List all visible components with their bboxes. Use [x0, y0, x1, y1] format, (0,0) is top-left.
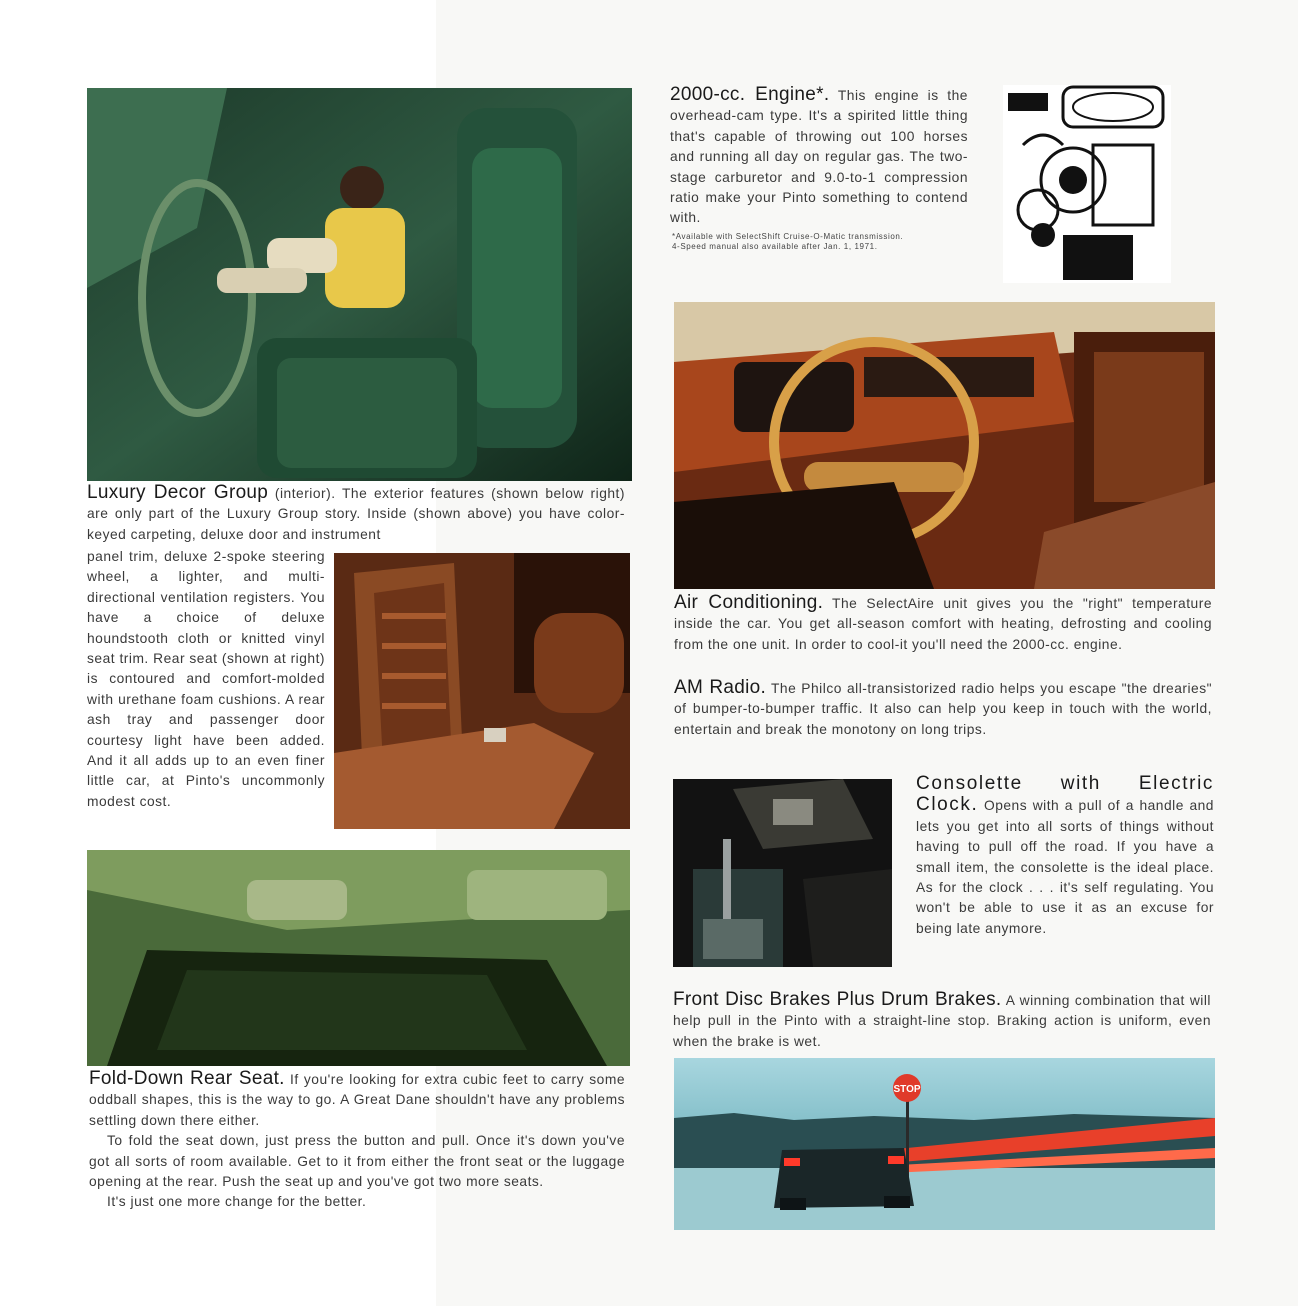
- consolette-text: [916, 774, 1214, 939]
- photo-fold-down-seat: [87, 850, 630, 1066]
- luxury-decor-text-column: [87, 547, 325, 812]
- brakes-body: A winning combination that will help pull in the Pinto with a straight-line stop. Braking action is uniform, even when the brake is wet.: [673, 993, 1211, 1049]
- engine-footnote: [672, 232, 970, 252]
- am-radio-heading: AM Radio.: [674, 677, 767, 698]
- consolette-body: Opens with a pull of a handle and lets you get into all sorts of things without having to pull off the road. If you have a small item, the consolette is the ideal place. As for the clock . . . it's self regulating. You won't be able to use it as an excuse for being late anymore.: [916, 798, 1214, 936]
- photo-consolette: [673, 779, 892, 967]
- fold-down-p3: It's just one more change for the better.: [107, 1194, 367, 1210]
- am-radio-body: The Philco all-transistorized radio helps you escape "the drearies" of bumper-to-bumper traffic. It also can help you keep in touch with the world, entertain and break the monotony on long trips.: [674, 681, 1212, 737]
- air-conditioning-text: [674, 593, 1212, 655]
- fold-down-text: [89, 1069, 625, 1213]
- fold-down-heading: Fold-Down Rear Seat.: [89, 1068, 285, 1089]
- luxury-decor-text: [87, 483, 625, 545]
- engine-body: This engine is the overhead-cam type. It's a spirited little thing that's capable of throwing out 100 horses and running all day on regular gas. The two-stage carburetor and 9.0-to-1 compression ratio make your Pinto something to contend with.: [670, 88, 968, 226]
- engine-footnote-2: 4-Speed manual also available after Jan. 1, 1971.: [672, 242, 878, 251]
- luxury-decor-body-column: panel trim, deluxe 2-spoke steering wheel, a lighter, and multi-directional ventilation registers. You have a choice of deluxe houndstooth cloth or knitted vinyl seat trim. Rear seat (shown at right) is contoured and comfort-molded with urethane foam cushions. A rear ash tray and passenger door courtesy light have been added. And it all adds up to an even finer little car, at Pinto's uncommonly modest cost.: [87, 549, 325, 809]
- am-radio-text: [674, 678, 1212, 740]
- photo-brakes-stop: [674, 1058, 1215, 1230]
- engine-heading: 2000-cc. Engine*.: [670, 84, 830, 105]
- engine-text: [670, 85, 968, 229]
- photo-rear-seat: [334, 553, 630, 829]
- brakes-heading: Front Disc Brakes Plus Drum Brakes.: [673, 989, 1002, 1010]
- brakes-text: [673, 990, 1211, 1052]
- photo-interior-front-seat: [87, 88, 632, 481]
- stop-sign-text: STOP: [893, 1084, 921, 1095]
- engine-illustration: [1003, 85, 1171, 283]
- fold-down-p1: If you're looking for extra cubic feet to carry some oddball shapes, this is the way to go. A Great Dane shouldn't have any problems settling down there either.: [89, 1072, 625, 1128]
- consolette-heading: Consolette with Electric Clock.: [916, 773, 1214, 816]
- air-conditioning-heading: Air Conditioning.: [674, 592, 824, 613]
- photo-dashboard: [674, 302, 1215, 589]
- luxury-decor-body-top: (interior). The exterior features (shown below right) are only part of the Luxury Group story. Inside (shown above) you have color-keyed carpeting, deluxe door and instrument: [87, 486, 625, 542]
- luxury-decor-heading: Luxury Decor Group: [87, 482, 269, 503]
- air-conditioning-body: The SelectAire unit gives you the "right" temperature inside the car. You get all-season comfort with heating, defrosting and cooling from the one unit. In order to cool-it you'll need the 2000-cc. engine.: [674, 596, 1212, 652]
- engine-footnote-1: *Available with SelectShift Cruise-O-Matic transmission.: [672, 232, 904, 241]
- fold-down-p2: To fold the seat down, just press the button and pull. Once it's down you've got all sorts of room available. Get to it from either the front seat or the luggage opening at the rear. Push the seat up and you've got two more seats.: [89, 1133, 625, 1190]
